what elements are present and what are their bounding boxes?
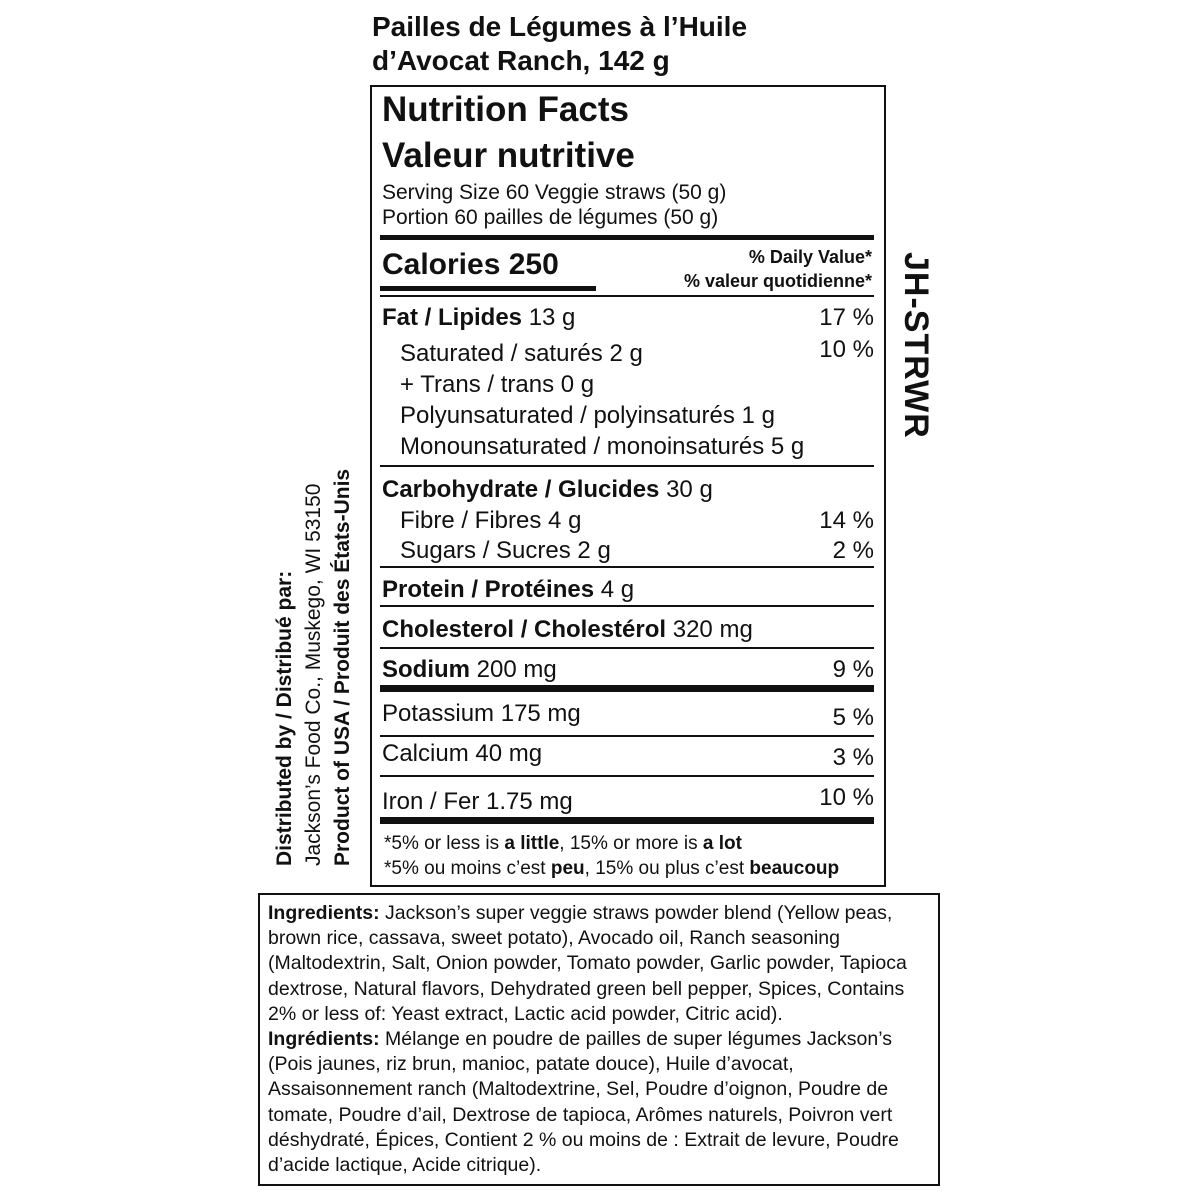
product-title-line2: d’Avocat Ranch, 142 g [372,45,670,76]
daily-value-header [600,245,872,293]
daily-value-fr: % valeur quotidienne* [683,271,872,291]
distributor-line3: Product of USA / Produit des États-Unis [331,468,354,866]
footnote-fr [384,856,839,881]
poly-label: Polyunsaturated / polyinsaturés [400,402,735,429]
potassium-amount: 175 mg [500,700,581,727]
footnote-fr-text-1: *5% ou moins c’est [384,858,551,879]
thick-rule-serving [380,235,874,240]
rule-cholesterol [380,647,874,649]
calories-label: Calories [382,248,501,281]
rule-protein [380,605,874,607]
footnote-en-text-2: , 15% or more is [559,833,703,854]
sodium-percent: 9 % [832,656,874,683]
sugars-label: Sugars / Sucres [400,537,571,564]
fat-row [382,303,874,333]
saturated-percent: 10 % [819,336,874,363]
calcium-label: Calcium [382,740,469,767]
mono-row [400,432,874,462]
carb-row [382,475,874,505]
fat-label: Fat / Lipides [382,304,523,331]
iron-label: Iron / Fer [382,788,480,815]
footnote-fr-bold-2: beaucoup [749,858,840,879]
iron-percent: 10 % [819,784,874,811]
saturated-row [400,336,874,369]
carb-label: Carbohydrate / Glucides [382,476,660,503]
ingredients-fr-text: Mélange en poudre de pailles de super légumes Jackson’s (Pois jaunes, riz brun, manioc, patate douce), Huile d’avocat, Assaisonnement ranch (Maltodextrine, Sel, Poudre d’oignon, Poudre de tomate, Poudre d’ail, Dextrose de tapioca, Arômes naturels, Poivron vert déshydraté, Épices, Contient 2 % ou moins de : Extrait de levure, Poudre d’acide lactique, Acide citrique). [268,1028,899,1177]
calories [382,248,559,282]
protein-amount: 4 g [600,576,635,603]
ingredients-en-text: Jackson’s super veggie straws powder blend (Yellow peas, brown rice, cassava, sweet potato), Avocado oil, Ranch seasoning (Maltodextrin, Salt, Onion powder, Tomato powder, Garlic powder, Tapioca dextrose, Natural flavors, Dehydrated green bell pepper, Spices, Contains 2% or less of: Yeast extract, Lactic acid powder, Citric acid). [268,902,907,1025]
calcium-percent: 3 % [832,744,874,771]
saturated-amount: 2 g [609,340,643,367]
thick-rule-sodium [380,685,874,692]
calories-underline [380,286,596,291]
ingredients-en-label: Ingredients: [268,902,380,924]
footnote-en-bold-1: a little [504,833,560,854]
footnote-en-bold-2: a lot [702,833,742,854]
fibre-percent: 14 % [819,507,874,534]
trans-label: + Trans / trans [400,371,555,398]
serving-size-en: Serving Size 60 Veggie straws (50 g) [382,181,727,204]
distributor-line1: Distributed by / Distribué par: [273,570,296,866]
potassium-percent: 5 % [832,704,874,731]
iron-amount: 1.75 mg [486,788,573,815]
distributor-line2: Jackson’s Food Co., Muskego, WI 53150 [302,483,325,866]
nutrition-heading-en: Nutrition Facts [382,90,629,129]
serving-size-fr: Portion 60 pailles de légumes (50 g) [382,206,719,229]
product-title-line1: Pailles de Légumes à l’Huile [372,11,748,42]
fibre-label: Fibre / Fibres [400,507,542,534]
carb-amount: 30 g [666,476,713,503]
iron-row [382,784,874,817]
sodium-row [382,655,874,685]
footnote-en [384,831,742,856]
potassium-label: Potassium [382,700,495,727]
sodium-amount: 200 mg [476,656,557,683]
distributor-info [270,416,357,866]
footnote-fr-bold-1: peu [550,858,585,879]
rule-carb [380,566,874,568]
protein-row [382,575,874,605]
calories-value: 250 [508,248,559,281]
product-code: JH-STRWR [897,252,935,439]
daily-value-en: % Daily Value* [748,247,872,267]
mono-amount: 5 g [770,433,805,460]
fibre-amount: 4 g [548,507,582,534]
rule-calcium [380,775,874,777]
rule-potassium [380,735,874,737]
sugars-amount: 2 g [577,537,611,564]
poly-row [400,401,874,431]
trans-amount: 0 g [560,371,595,398]
cholesterol-amount: 320 mg [672,616,753,643]
thick-rule-iron [380,817,874,824]
cholesterol-label: Cholesterol / Cholestérol [382,616,667,643]
product-title [372,10,892,78]
poly-amount: 1 g [741,402,775,429]
ingredients-box [258,893,940,1186]
trans-row [400,370,874,400]
calcium-amount: 40 mg [475,740,543,767]
ingredients-fr-label: Ingrédients: [268,1028,380,1051]
sugars-percent: 2 % [832,537,874,564]
sodium-label: Sodium [382,656,470,683]
ingredients-en [268,901,930,1027]
footnote-fr-text-2: , 15% ou plus c’est [584,858,750,879]
potassium-row [382,699,874,729]
sugars-row [400,536,874,566]
saturated-label: Saturated / saturés [400,340,603,367]
fat-amount: 13 g [528,304,576,331]
fat-percent: 17 % [819,304,874,331]
rule-fat [380,465,874,467]
footnote-en-text-1: *5% or less is [384,833,505,854]
nutrition-heading-fr: Valeur nutritive [382,136,635,175]
ingredients-fr [268,1027,930,1178]
cholesterol-row [382,615,874,645]
fibre-row [400,506,874,536]
calcium-row [382,739,874,769]
protein-label: Protein / Protéines [382,576,595,603]
mono-label: Monounsaturated / monoinsaturés [400,433,765,460]
rule-calories [380,295,874,297]
